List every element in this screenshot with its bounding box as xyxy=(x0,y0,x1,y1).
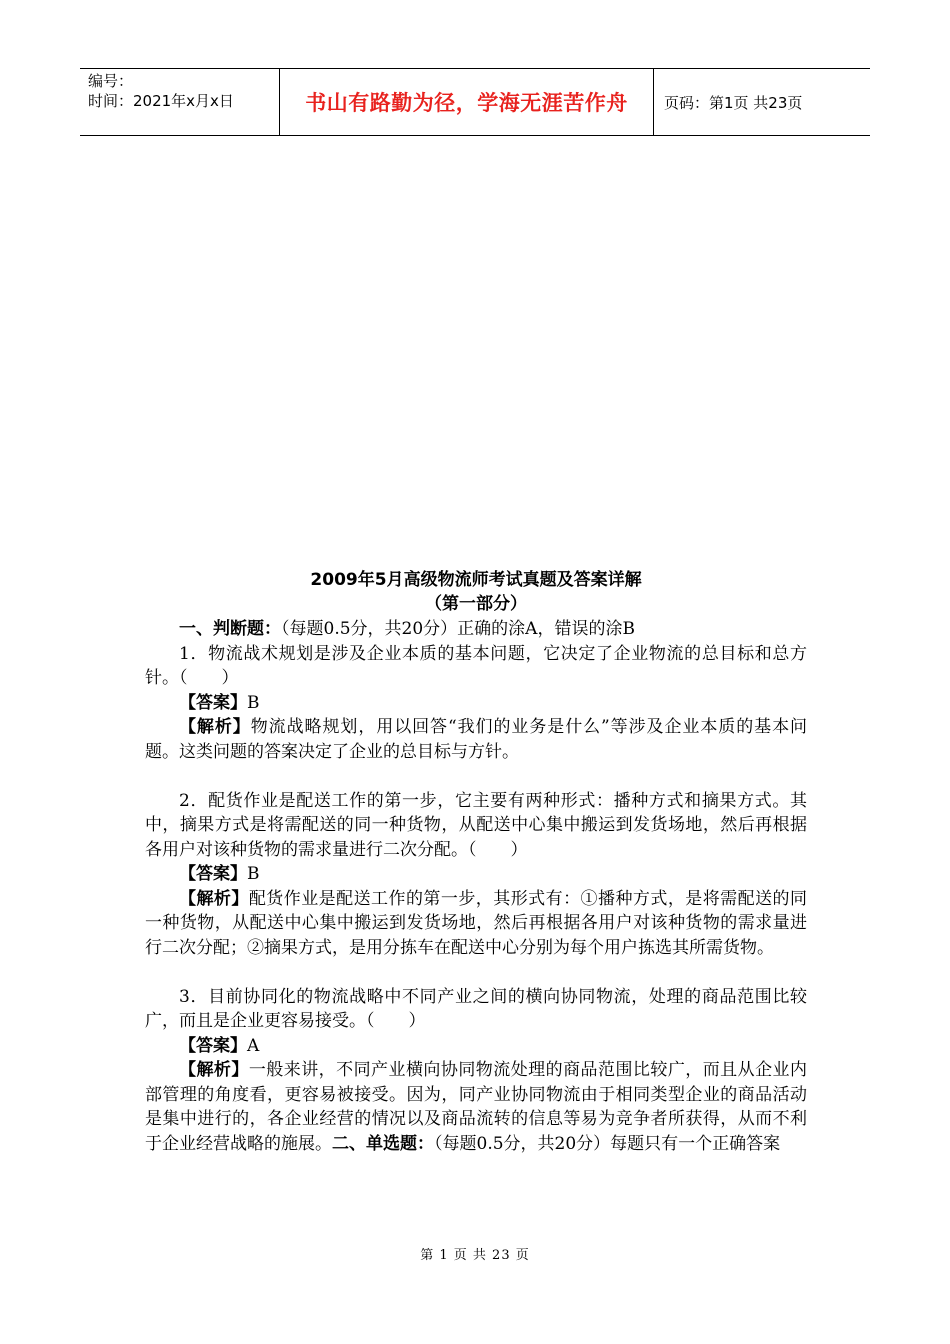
motto-text: 书山有路勤为径，学海无涯苦作舟 xyxy=(305,91,628,115)
question-3: 3．目前协同化的物流战略中不同产业之间的横向协同物流，处理的商品范围比较广，而且是企业更容易接受。（ ） xyxy=(145,986,807,1031)
doc-title: 2009年5月高级物流师考试真题及答案详解 xyxy=(310,570,642,590)
number-label: 编号： xyxy=(88,72,134,90)
answer-value: B xyxy=(247,864,260,884)
page-info: 页码：第1页 共23页 xyxy=(664,93,803,112)
analysis-text: 配货作业是配送工作的第一步，其形式有：①播种方式，是将需配送的同一种货物，从配送中心集中搬运到发货场地，然后再根据各用户对该种货物的需求量进行二次分配；②摘果方式，是用分拣车在配送中心分别为每个用户拣选其所需货物。 xyxy=(145,888,808,958)
header-page-cell xyxy=(654,69,870,135)
analysis-3 xyxy=(145,1058,807,1156)
analysis-label: 【解析】 xyxy=(179,888,249,909)
section1-heading xyxy=(145,617,807,642)
answer-value: A xyxy=(247,1035,260,1056)
answer-label: 【答案】 xyxy=(179,692,247,713)
analysis-label: 【解析】 xyxy=(179,1060,249,1080)
header-table xyxy=(80,68,870,136)
analysis-text: 物流战略规划，用以回答“我们的业务是什么”等涉及企业本质的基本问题。这类问题的答案决定了企业的总目标与方针。 xyxy=(145,717,807,762)
document-body xyxy=(145,568,807,1156)
spacer xyxy=(145,960,807,985)
question-2: 2．配货作业是配送工作的第一步，它主要有两种形式：播种方式和摘果方式。其中，摘果方式是将需配送的同一种货物，从配送中心集中搬运到发货场地，然后再根据各用户对该种货物的需求量进行二次分配。（ ） xyxy=(145,790,807,860)
answer-3 xyxy=(145,1034,807,1059)
section1-desc: （每题0.5分，共20分）正确的涂A，错误的涂B xyxy=(281,619,635,639)
section2-label: 二、单选题： xyxy=(332,1133,434,1154)
spacer xyxy=(145,764,807,789)
section1-label: 一、判断题： xyxy=(179,619,281,639)
page-footer: 第 1 页 共 23 页 xyxy=(420,1248,530,1263)
header-info-cell xyxy=(80,69,280,135)
answer-2 xyxy=(145,862,807,887)
question-1: 1．物流战术规划是涉及企业本质的基本问题，它决定了企业物流的总目标和总方针。（ ） xyxy=(145,643,807,688)
header-motto-cell xyxy=(280,69,654,135)
analysis-1 xyxy=(145,715,807,764)
analysis-2 xyxy=(145,887,807,961)
answer-1 xyxy=(145,691,807,716)
answer-label: 【答案】 xyxy=(179,1035,247,1056)
doc-subtitle: （第一部分） xyxy=(425,594,527,614)
answer-label: 【答案】 xyxy=(179,864,247,884)
analysis-label: 【解析】 xyxy=(179,717,251,737)
section2-desc: （每题0.5分，共20分）每题只有一个正确答案 xyxy=(434,1133,781,1154)
analysis-text: 一般来讲，不同产业横向协同物流处理的商品范围比较广，而且从企业内部管理的角度看，更容易被接受。因为，同产业协同物流由于相同类型企业的商品活动是集中进行的，各企业经营的情况以及商品流转的信息等易为竞争者所获得，从而不利于企业经营战略的施展。 xyxy=(145,1060,808,1154)
answer-value: B xyxy=(247,692,260,713)
time-label: 时间：2021年x月x日 xyxy=(88,92,234,110)
